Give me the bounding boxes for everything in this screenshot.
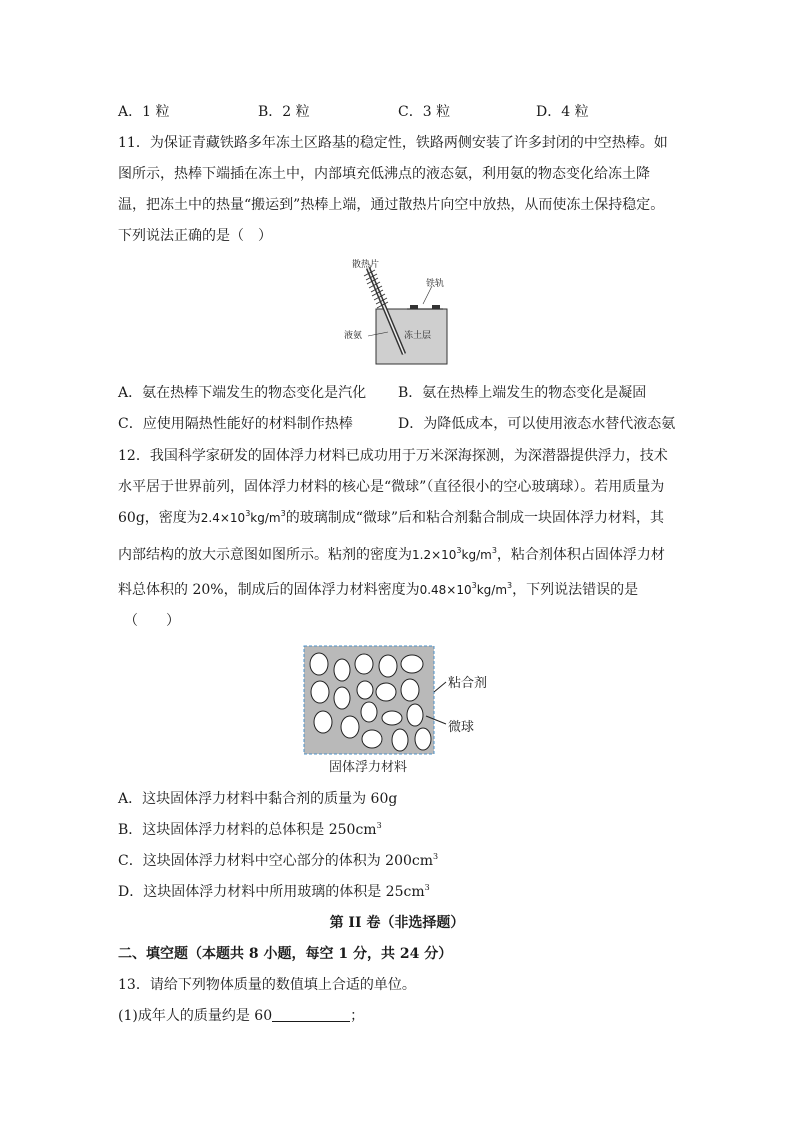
figure-caption: 固体浮力材料 <box>329 760 408 775</box>
label-frozen-soil: 冻土层 <box>404 331 432 341</box>
q12-glass-density: $2.4\times 10^3kg/m^3$ <box>200 509 286 525</box>
q12-stem-line-1: 12．我国科学家研发的固体浮力材料已成功用于万米深海探测，为深潜器提供浮力，技术 <box>118 448 668 464</box>
microsphere <box>379 655 397 677</box>
microsphere <box>314 711 332 733</box>
q12-binder-density: $1.2\times 10^3kg/m^3$ <box>412 546 497 562</box>
q11-stem-line-3: 温，把冻土中的热量“搬运到”热棒上端，通过散热片向空中放热，从而使冻土保持稳定。 <box>118 197 665 213</box>
q12-line4-text-a: 内部结构的放大示意图如图所示。粘剂的密度为 <box>118 547 412 563</box>
q12-stem-line-3 <box>118 508 664 528</box>
q11-stem-line-1: 11．为保证青藏铁路多年冻土区路基的稳定性，铁路两侧安装了许多封闭的中空热棒。如 <box>118 135 668 151</box>
q12-option-a: A．这块固体浮力材料中黏合剂的质量为 60g <box>118 791 398 807</box>
q13-stem: 13．请给下列物体质量的数值填上合适的单位。 <box>118 977 416 993</box>
microsphere <box>362 730 382 748</box>
microsphere <box>415 728 431 750</box>
q12-stem-line-4 <box>118 545 665 565</box>
answer-blank[interactable] <box>272 1007 350 1022</box>
q12-line5-text-b: ，下列说法错误的是 <box>512 582 639 598</box>
q12-line3-text-b: 的玻璃制成“微球”后和粘合剂黏合制成一块固体浮力材料，其 <box>285 510 665 526</box>
microsphere <box>334 659 350 681</box>
microsphere <box>401 679 419 701</box>
q10-option-a: A．1 粒 <box>118 104 170 120</box>
q12-answer-bracket: （ ） <box>124 613 180 629</box>
q11-option-d: D．为降低成本，可以使用液态水替代液态氨 <box>398 416 676 432</box>
section-heading: 二、填空题（本题共 8 小题，每空 1 分，共 24 分） <box>118 946 453 962</box>
microsphere <box>376 683 396 701</box>
rail-left <box>410 305 418 309</box>
microsphere <box>392 729 408 751</box>
microsphere <box>361 702 377 722</box>
q13-sub-1-text: (1)成年人的质量约是 60 <box>118 1008 273 1024</box>
q12-stem-line-2: 水平居于世界前列，固体浮力材料的核心是“微球”（直径很小的空心玻璃球）。若用质量为 <box>118 479 665 495</box>
microsphere <box>357 681 373 699</box>
q11-option-a: A．氨在热棒下端发生的物态变化是汽化 <box>118 385 367 401</box>
buoyancy-material-figure <box>302 644 498 778</box>
label-binder: 粘合剂 <box>448 676 488 691</box>
q10-option-d: D．4 粒 <box>536 104 589 120</box>
microsphere <box>334 687 350 709</box>
q13-sub-1: (1)成年人的质量约是 60 ； <box>118 1008 365 1024</box>
label-microsphere: 微球 <box>448 720 475 735</box>
q12-line3-text-a: 60g，密度为 <box>118 510 201 526</box>
q11-stem-line-4: 下列说法正确的是（ ） <box>118 228 272 244</box>
rail-right <box>432 305 440 309</box>
q10-option-b: B．2 粒 <box>258 104 310 120</box>
q12-stem-line-5 <box>118 580 638 600</box>
q12-option-b: B．这块固体浮力材料的总体积是 $250cm^3$ <box>118 821 382 838</box>
microsphere <box>407 704 423 726</box>
label-ammonia: 液氨 <box>344 331 363 341</box>
microsphere <box>355 654 373 674</box>
label-fins: 散热片 <box>352 260 380 270</box>
label-rail: 铁轨 <box>426 279 445 289</box>
microsphere <box>311 681 329 703</box>
microsphere <box>310 653 328 675</box>
q12-material-density: $0.48\times 10^3kg/m^3$ <box>419 581 513 597</box>
q10-option-c: C．3 粒 <box>398 104 451 120</box>
part2-title: 第 II 卷（非选择题） <box>329 915 465 931</box>
q12-option-d: D．这块固体浮力材料中所用玻璃的体积是 $25cm^3$ <box>118 883 430 900</box>
microsphere <box>341 716 359 738</box>
q12-option-c: C．这块固体浮力材料中空心部分的体积为 $200cm^3$ <box>118 852 439 869</box>
microsphere <box>382 711 402 725</box>
q11-option-c: C．应使用隔热性能好的材料制作热棒 <box>118 416 353 432</box>
microsphere <box>401 655 423 673</box>
heat-rod-figure <box>340 256 455 368</box>
q12-line4-text-b: ，粘合剂体积占固体浮力材 <box>496 547 665 563</box>
q11-stem-line-2: 图所示，热棒下端插在冻土中，内部填充低沸点的液态氨，利用氨的物态变化给冻土降 <box>118 166 650 182</box>
q11-option-b: B．氨在热棒上端发生的物态变化是凝固 <box>398 385 647 401</box>
q12-line5-text-a: 料总体积的 20%，制成后的固体浮力材料密度为 <box>118 582 420 598</box>
